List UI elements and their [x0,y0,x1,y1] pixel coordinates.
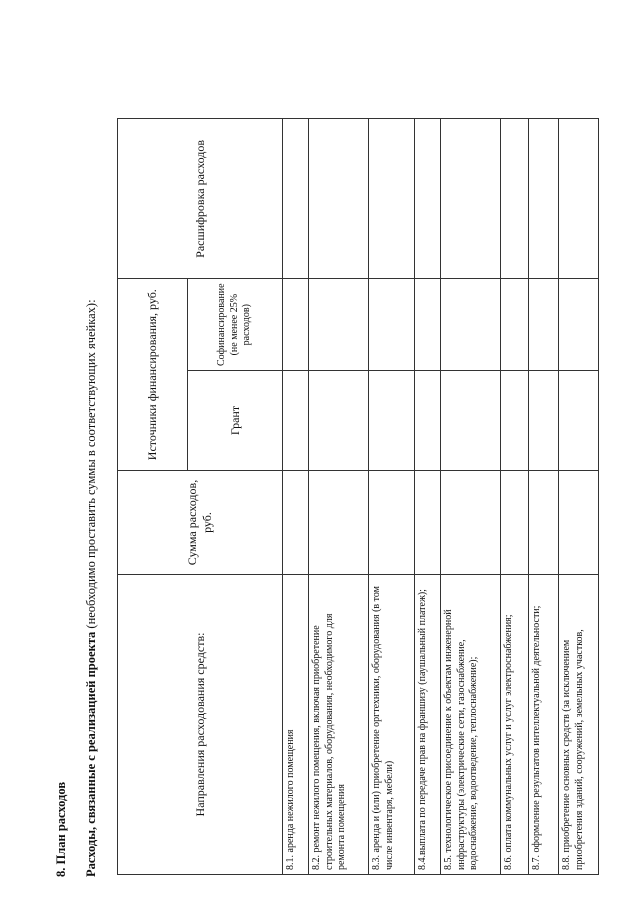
cell-sum[interactable] [369,471,415,575]
cell-grant[interactable] [559,371,599,471]
header-sources: Источники финансирования, руб. [118,279,188,471]
header-grant: Грант [188,371,283,471]
cell-breakdown[interactable] [441,119,501,279]
cell-sum[interactable] [559,471,599,575]
cell-breakdown[interactable] [529,119,559,279]
subtitle-rest: (необходимо проставить суммы в соответствующих ячейках): [84,299,98,632]
cell-cofin[interactable] [369,279,415,371]
cell-sum[interactable] [441,471,501,575]
cell-grant[interactable] [309,371,369,471]
cell-sum[interactable] [501,471,529,575]
cell-cofin[interactable] [283,279,309,371]
cell-cofin[interactable] [529,279,559,371]
cell-grant[interactable] [369,371,415,471]
row-label: 8.3. аренда и (или) приобретение оргтехники, оборудования (в том числе инвентаря, мебели) [369,575,415,875]
header-sum: Сумма расходов, руб. [118,471,283,575]
row-label: 8.5. технологическое присоединение к объектам инженерной инфраструктуры (электрические сети, газоснабжение, водоснабжение, водоотведение, теплоснабжение); [441,575,501,875]
cell-breakdown[interactable] [309,119,369,279]
row-label: 8.4.выплата по передаче прав на франшизу (паушальный платеж); [415,575,441,875]
cell-breakdown[interactable] [283,119,309,279]
header-cofinancing: Софинансирование (не менее 25% расходов) [188,279,283,371]
cell-cofin[interactable] [441,279,501,371]
cell-sum[interactable] [415,471,441,575]
cell-breakdown[interactable] [369,119,415,279]
row-label: 8.2. ремонт нежилого помещения, включая приобретение строительных материалов, оборудования, необходимого для ремонта помещения [309,575,369,875]
cell-cofin[interactable] [415,279,441,371]
cell-breakdown[interactable] [501,119,529,279]
subtitle [84,299,99,877]
row-label: 8.1. аренда нежилого помещения [283,575,309,875]
cell-sum[interactable] [529,471,559,575]
cell-sum[interactable] [309,471,369,575]
cell-grant[interactable] [283,371,309,471]
cell-breakdown[interactable] [415,119,441,279]
cell-cofin[interactable] [501,279,529,371]
expense-plan-table [117,118,599,875]
cell-sum[interactable] [283,471,309,575]
header-direction: Направления расходования средств: [118,575,283,875]
cell-grant[interactable] [415,371,441,471]
section-title: 8. План расходов [54,781,68,877]
header-breakdown: Расшифровка расходов [118,119,283,279]
cell-breakdown[interactable] [559,119,599,279]
cell-grant[interactable] [441,371,501,471]
row-label: 8.7. оформление результатов интеллектуальной деятельности; [529,575,559,875]
subtitle-bold: Расходы, связанные с реализацией проекта [84,631,98,877]
cell-cofin[interactable] [309,279,369,371]
row-label: 8.8. приобретение основных средств (за исключением приобретения зданий, сооружений, земельных участков, [559,575,599,875]
cell-cofin[interactable] [559,279,599,371]
row-label: 8.6. оплата коммунальных услуг и услуг электроснабжения; [501,575,529,875]
cell-grant[interactable] [501,371,529,471]
cell-grant[interactable] [529,371,559,471]
